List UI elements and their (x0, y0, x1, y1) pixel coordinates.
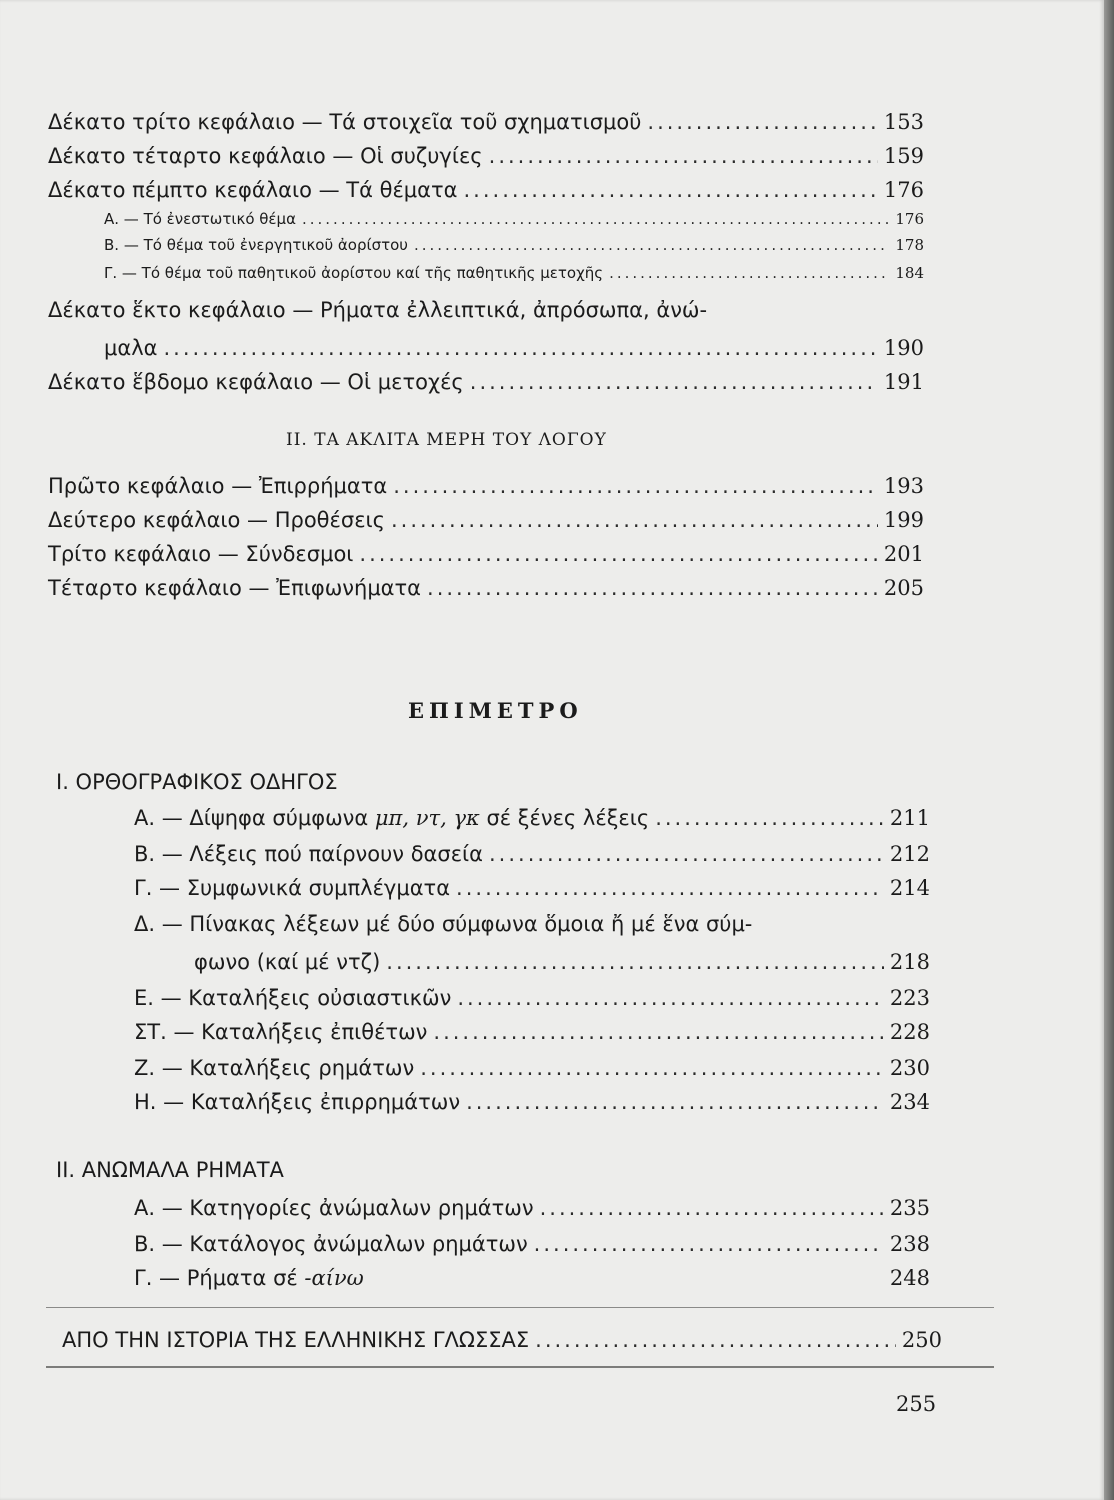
toc-entry-title: Δ. — Πίνακας λέξεων μέ δύο σύμφωνα ὅμοια ἤ μέ ἕνα σύμ- (134, 912, 753, 936)
toc-entry (134, 1056, 930, 1080)
toc-entry-title: Β. — Κατάλογος ἀνώμαλων ρημάτων (134, 1232, 528, 1256)
toc-entry-page: 153 (883, 110, 924, 134)
leader-dots (163, 336, 877, 360)
leader-dots (534, 1232, 884, 1256)
toc-entry (48, 144, 924, 168)
toc-entry (48, 508, 924, 532)
page-edge (1104, 0, 1114, 1500)
toc-entry-title: Β. — Λέξεις πού παίρνουν δασεία (134, 842, 483, 866)
toc-entry-title-cont: φωνο (καί μέ ντζ) (194, 950, 381, 974)
toc-entry-page: 199 (883, 508, 924, 532)
page-number: 255 (896, 1392, 937, 1416)
toc-entry-page: 228 (889, 1020, 930, 1044)
toc-entry (134, 806, 930, 830)
toc-entry-page: 235 (889, 1196, 930, 1220)
toc-entry-page: 250 (901, 1328, 942, 1352)
toc-subentry (104, 264, 924, 282)
divider (46, 1366, 994, 1368)
toc-entry (104, 336, 924, 360)
toc-entry-page: 212 (889, 842, 930, 866)
toc-entry-title: Δέκατο ἕκτο κεφάλαιο — Ρήματα ἐλλειπτικά, ἀπρόσωπα, ἀνώ- (48, 298, 708, 322)
toc-entry-page: 214 (889, 876, 930, 900)
toc-entry-title: Γ. — Τό θέμα τοῦ παθητικοῦ ἀορίστου καί τῆς παθητικῆς μετοχῆς (104, 264, 604, 282)
leader-dots (433, 1020, 884, 1044)
leader-dots (420, 1056, 884, 1080)
toc-entry-page: 176 (895, 210, 924, 228)
toc-entry-title: Γ. — Ρήματα σέ -αίνω (134, 1266, 364, 1290)
toc-entry-page: 184 (895, 264, 924, 282)
section-heading: ΙΙ. ΤΑ ΑΚΛΙΤΑ ΜΕΡΗ ΤΟΥ ΛΟΓΟΥ (286, 430, 607, 450)
toc-entry (48, 110, 924, 134)
toc-entry-page: 238 (889, 1232, 930, 1256)
toc-entry-title: Α. — Κατηγορίες ἀνώμαλων ρημάτων (134, 1196, 534, 1220)
toc-entry-page: 191 (883, 370, 924, 394)
toc-entry-page: 178 (895, 236, 924, 254)
toc-entry-page: 248 (889, 1266, 930, 1290)
leader-dots (456, 876, 884, 900)
toc-entry (48, 370, 924, 394)
leader-dots (540, 1196, 884, 1220)
toc-entry-title: Ζ. — Καταλήξεις ρημάτων (134, 1056, 415, 1080)
toc-entry (194, 950, 930, 974)
leader-dots (393, 474, 878, 498)
leader-dots (470, 370, 878, 394)
leader-dots (464, 178, 878, 202)
toc-entry (134, 1266, 930, 1290)
toc-entry (134, 842, 930, 866)
divider (46, 1307, 994, 1308)
leader-dots (391, 508, 878, 532)
toc-entry-title: ΣΤ. — Καταλήξεις ἐπιθέτων (134, 1020, 428, 1044)
toc-entry (134, 1020, 930, 1044)
toc-entry (134, 876, 930, 900)
leader-dots (535, 1328, 896, 1352)
toc-entry-title: Πρῶτο κεφάλαιο — Ἐπιρρήματα (48, 474, 388, 498)
leader-dots (414, 236, 889, 254)
toc-entry (134, 1232, 930, 1256)
leader-dots (489, 144, 878, 168)
toc-entry-page: 159 (883, 144, 924, 168)
toc-entry-page: 205 (883, 576, 924, 600)
leader-dots (427, 576, 878, 600)
toc-entry (48, 178, 924, 202)
toc-entry (134, 986, 930, 1010)
toc-entry (62, 1328, 942, 1352)
leader-dots (359, 542, 878, 566)
toc-entry-title: Α. — Δίψηφα σύμφωνα μπ, ντ, γκ σέ ξένες λέξεις (134, 806, 650, 830)
toc-entry-page: 211 (889, 806, 930, 830)
toc-entry (48, 474, 924, 498)
toc-entry-page: 193 (883, 474, 924, 498)
toc-entry-page: 223 (889, 986, 930, 1010)
toc-entry-title: Δέκατο τέταρτο κεφάλαιο — Οἱ συζυγίες (48, 144, 483, 168)
leader-dots (647, 110, 878, 134)
toc-entry-page: 176 (883, 178, 924, 202)
toc-entry-title: Β. — Τό θέμα τοῦ ἐνεργητικοῦ ἀορίστου (104, 236, 408, 254)
leader-dots (386, 950, 884, 974)
toc-entry (48, 576, 924, 600)
leader-dots (302, 210, 889, 228)
toc-entry-title: Δέκατο τρίτο κεφάλαιο — Τά στοιχεῖα τοῦ σχηματισμοῦ (48, 110, 642, 134)
toc-entry (134, 1090, 930, 1114)
toc-entry-title: Ε. — Καταλήξεις οὐσιαστικῶν (134, 986, 452, 1010)
leader-dots (655, 806, 884, 830)
leader-dots (457, 986, 884, 1010)
toc-entry-title: Α. — Τό ἐνεστωτικό θέμα (104, 210, 296, 228)
toc-entry-page: 218 (889, 950, 930, 974)
toc-subentry (104, 210, 924, 228)
toc-entry-title-cont: μαλα (104, 336, 158, 360)
toc-entry-title: Η. — Καταλήξεις ἐπιρρημάτων (134, 1090, 461, 1114)
section-heading: Ι. ΟΡΘΟΓΡΑΦΙΚΟΣ ΟΔΗΓΟΣ (56, 770, 338, 794)
toc-entry-title: Δέκατο πέμπτο κεφάλαιο — Τά θέματα (48, 178, 458, 202)
toc-entry-page: 190 (883, 336, 924, 360)
leader-dots (489, 842, 884, 866)
toc-entry-title: ΑΠΟ ΤΗΝ ΙΣΤΟΡΙΑ ΤΗΣ ΕΛΛΗΝΙΚΗΣ ΓΛΩΣΣΑΣ (62, 1328, 530, 1352)
toc-entry-page: 234 (889, 1090, 930, 1114)
leader-dots (609, 264, 889, 282)
toc-entry-page: 230 (889, 1056, 930, 1080)
toc-entry (48, 542, 924, 566)
leader-dots (466, 1090, 884, 1114)
toc-entry (134, 1196, 930, 1220)
epimetro-heading: ΕΠΙΜΕΤΡΟ (408, 698, 583, 723)
toc-entry-title: Τρίτο κεφάλαιο — Σύνδεσμοι (48, 542, 354, 566)
toc-entry-title: Γ. — Συμφωνικά συμπλέγματα (134, 876, 451, 900)
section-heading: ΙΙ. ΑΝΩΜΑΛΑ ΡΗΜΑΤΑ (56, 1158, 284, 1182)
toc-subentry (104, 236, 924, 254)
toc-entry-title: Δέκατο ἕβδομο κεφάλαιο — Οἱ μετοχές (48, 370, 464, 394)
toc-entry-title: Τέταρτο κεφάλαιο — Ἐπιφωνήματα (48, 576, 422, 600)
toc-entry-title: Δεύτερο κεφάλαιο — Προθέσεις (48, 508, 385, 532)
toc-entry-page: 201 (883, 542, 924, 566)
